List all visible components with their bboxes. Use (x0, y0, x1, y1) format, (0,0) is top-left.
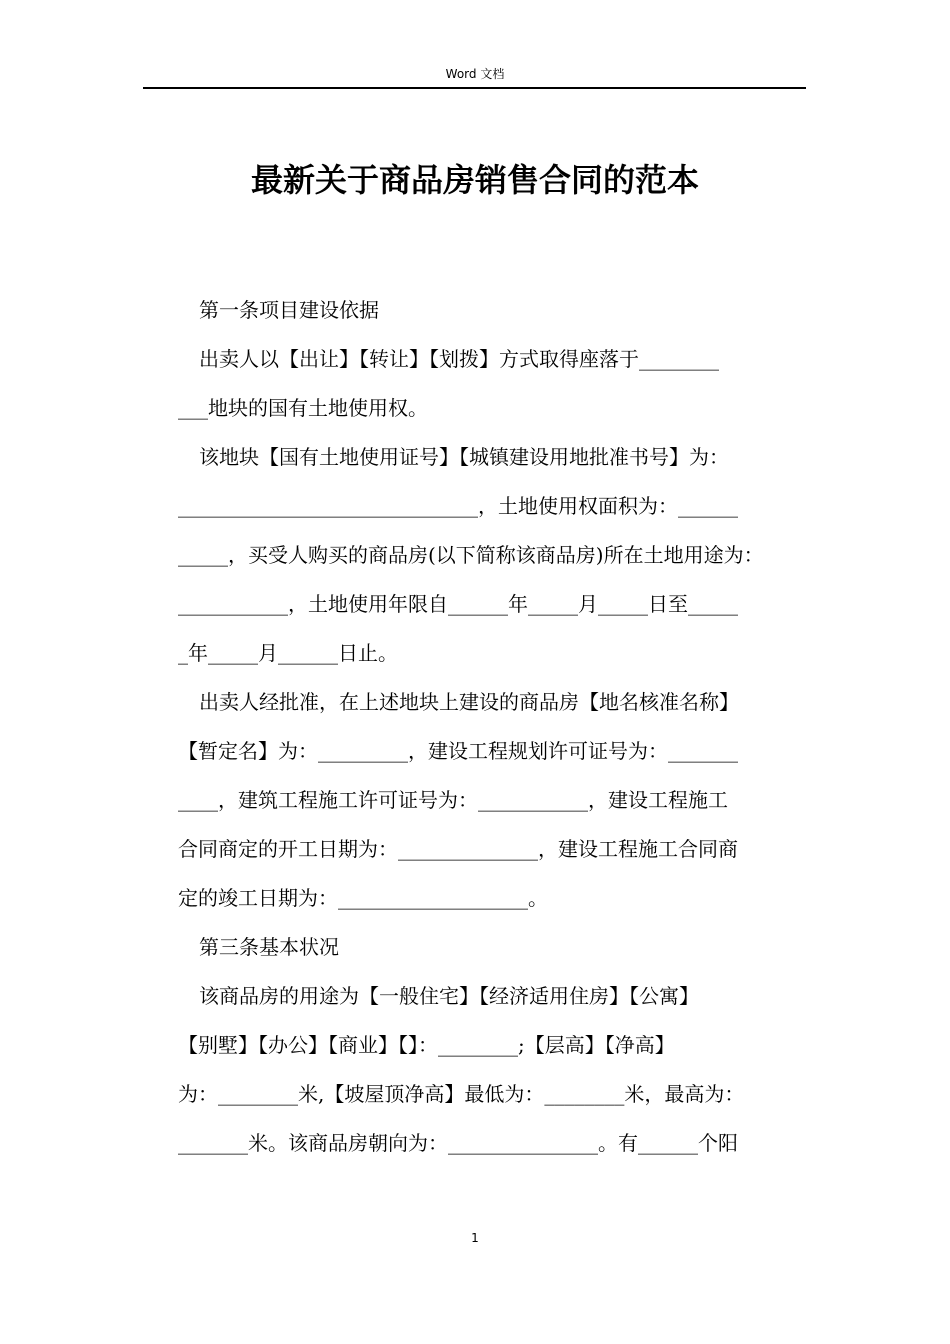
paragraph-line: ___地块的国有土地使用权。 (178, 396, 428, 420)
paragraph-line: 定的竣工日期为：___________________。 (178, 886, 548, 910)
header-rule (143, 87, 806, 89)
paragraph-line: 出卖人经批准，在上述地块上建设的商品房【地名核准名称】 (199, 690, 739, 714)
section-heading: 第一条项目建设依据 (199, 298, 379, 322)
document-body (178, 286, 818, 1168)
paragraph-line: 为：________米,【坡屋顶净高】最低为：________米，最高为： (178, 1082, 745, 1106)
paragraph-line: 该地块【国有土地使用证号】【城镇建设用地批准书号】为： (199, 445, 729, 469)
paragraph-line: 该商品房的用途为【一般住宅】【经济适用住房】【公寓】 (199, 984, 699, 1008)
paragraph-line: 合同商定的开工日期为：______________，建设工程施工合同商 (178, 837, 738, 861)
paragraph-line: ___________，土地使用年限自______年_____月_____日至_____ (178, 592, 738, 616)
paragraph-line: _____，买受人购买的商品房(以下简称该商品房)所在土地用途为： (178, 543, 764, 567)
section-heading: 第三条基本状况 (199, 935, 339, 959)
paragraph-line: 【别墅】【办公】【商业】【】：________;【层高】【净高】 (178, 1033, 675, 1057)
paragraph-line: ______________________________，土地使用权面积为：______ (178, 494, 738, 518)
paragraph-line: 【暂定名】为：_________，建设工程规划许可证号为：_______ (178, 739, 738, 763)
page-number: 1 (471, 1231, 479, 1245)
header-label: Word 文档 (445, 67, 505, 81)
paragraph-line: _年_____月______日止。 (178, 641, 398, 665)
paragraph-line: ____，建筑工程施工许可证号为：___________，建设工程施工 (178, 788, 728, 812)
document-title: 最新关于商品房销售合同的范本 (250, 161, 699, 199)
paragraph-line: _______米。该商品房朝向为：_______________。有______个阳 (178, 1131, 738, 1155)
paragraph-line: 出卖人以【出让】【转让】【划拨】方式取得座落于________ (199, 347, 719, 371)
